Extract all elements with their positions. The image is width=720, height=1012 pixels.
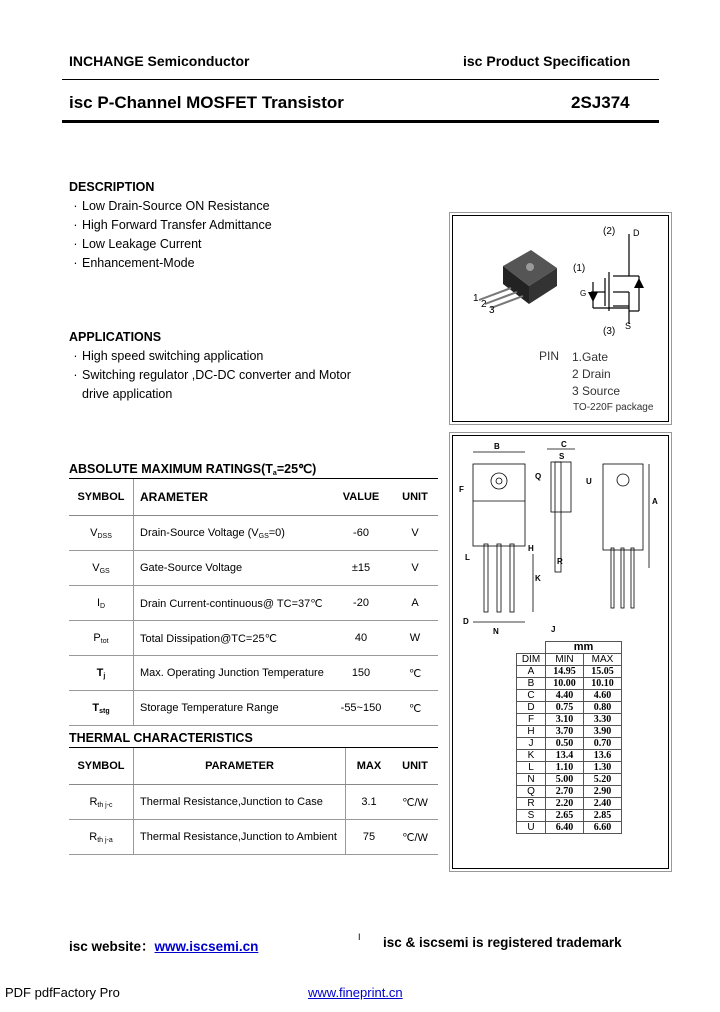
package-type: TO-220F package [573, 402, 654, 413]
dim-min: 0.50 [546, 738, 584, 750]
description-list [69, 197, 272, 273]
website-line [69, 935, 258, 955]
table-row [517, 690, 622, 702]
dim-code: U [517, 822, 546, 834]
col-unit: UNIT [392, 479, 438, 516]
document-title: isc P-Channel MOSFET Transistor [69, 93, 344, 112]
table-row: $P_{tot}$ Total Dissipation@TC=25℃ 40 W [69, 621, 438, 656]
pin-item: 1.Gate [572, 350, 609, 364]
table-row [517, 822, 622, 834]
spec-prefix: isc [463, 53, 483, 69]
dim-max: 2.40 [584, 798, 622, 810]
dim-min: 5.00 [546, 774, 584, 786]
lead-number: 2 [481, 299, 487, 310]
dim-min: 2.20 [546, 798, 584, 810]
dim-min: 0.75 [546, 702, 584, 714]
list-item: · High speed switching application [73, 349, 264, 363]
dim-code: J [517, 738, 546, 750]
dim-max: 15.05 [584, 666, 622, 678]
dim-max: 1.30 [584, 762, 622, 774]
dim-min: 2.70 [546, 786, 584, 798]
gate-terminal-label: (1) [573, 263, 586, 274]
dim-min: 1.10 [546, 762, 584, 774]
spec-label [463, 53, 630, 69]
dim-max: 5.20 [584, 774, 622, 786]
source-terminal-label: (3) [603, 326, 616, 337]
table-row [517, 714, 622, 726]
table-row [517, 798, 622, 810]
dimension-rows [517, 666, 622, 834]
list-item: · Low Drain-Source ON Resistance [73, 199, 270, 213]
list-item: drive application [82, 387, 173, 401]
package-illustration [453, 216, 668, 421]
dim-label: F [459, 485, 464, 494]
thermal-heading: THERMAL CHARACTERISTICS [69, 731, 253, 745]
dim-min: 3.10 [546, 714, 584, 726]
table-row [517, 762, 622, 774]
list-item: · Low Leakage Current [73, 237, 202, 251]
table-row [517, 678, 622, 690]
table-row: $R_{th j-a}$ Thermal Resistance,Junction to Ambient 75 ℃/W [69, 820, 438, 855]
dim-min: 13.4 [546, 750, 584, 762]
dim-code: H [517, 726, 546, 738]
dim-label: R [557, 557, 563, 566]
outline-drawing [453, 436, 668, 636]
dim-code: B [517, 678, 546, 690]
dim-code: Q [517, 786, 546, 798]
table-header-row: mm [517, 642, 622, 654]
table-header-row: SYMBOL PARAMETER MAX UNIT [69, 748, 438, 785]
list-item: · Switching regulator ,DC-DC converter and Motor [73, 368, 351, 382]
dim-min: 14.95 [546, 666, 584, 678]
dim-min: 3.70 [546, 726, 584, 738]
table-row [517, 774, 622, 786]
applications-heading: APPLICATIONS [69, 330, 162, 344]
dim-min: 4.40 [546, 690, 584, 702]
dim-max: 0.80 [584, 702, 622, 714]
table-row: $T_{stg}$ Storage Temperature Range -55~150 ℃ [69, 691, 438, 726]
dim-max: 3.90 [584, 726, 622, 738]
source-letter: S [625, 321, 632, 331]
dim-label: D [463, 617, 469, 626]
header-rule-bottom [62, 120, 659, 123]
transistor-photo [479, 250, 557, 308]
dim-max: 13.6 [584, 750, 622, 762]
dim-code: S [517, 810, 546, 822]
table-row [517, 810, 622, 822]
table-row: $R_{th j-c}$ Thermal Resistance,Junction to Case 3.1 ℃/W [69, 785, 438, 820]
dim-label: L [465, 553, 470, 562]
dim-code: A [517, 666, 546, 678]
pin-label: PIN [539, 349, 560, 363]
dimension-box [452, 435, 669, 869]
applications-list [69, 347, 351, 404]
dim-label: H [528, 544, 534, 553]
header-rule-top [62, 79, 659, 80]
lead-number: 1 [473, 293, 479, 304]
dimension-table [516, 641, 622, 834]
dim-min: 10.00 [546, 678, 584, 690]
dim-min: 6.40 [546, 822, 584, 834]
drain-terminal-label: (2) [603, 226, 616, 237]
table-row [517, 702, 622, 714]
dim-code: K [517, 750, 546, 762]
abs-max-table [69, 479, 438, 726]
col-symbol: SYMBOL [69, 479, 134, 516]
dim-max: 0.70 [584, 738, 622, 750]
drain-letter: D [633, 228, 640, 238]
table-row [517, 738, 622, 750]
dim-label: U [586, 477, 592, 486]
table-row: $V_{DSS}$ Drain-Source Voltage $(V_{GS}=0)$ -60 V [69, 516, 438, 551]
pin-list [572, 349, 620, 400]
dim-code: D [517, 702, 546, 714]
dim-label: A [652, 497, 658, 506]
company-name: INCHANGE Semiconductor [69, 53, 250, 69]
dim-label: S [559, 452, 565, 461]
dim-min: 2.65 [546, 810, 584, 822]
dim-max: 4.60 [584, 690, 622, 702]
description-heading: DESCRIPTION [69, 180, 155, 194]
table-row [517, 726, 622, 738]
thermal-table [69, 748, 438, 855]
dim-code: C [517, 690, 546, 702]
pin-item: 2 Drain [572, 367, 611, 381]
col-value: VALUE [330, 479, 392, 516]
mosfet-symbol [591, 234, 639, 324]
dim-label: N [493, 627, 499, 636]
dim-label: Q [535, 472, 542, 481]
table-row [517, 750, 622, 762]
dim-code: F [517, 714, 546, 726]
dim-code: R [517, 798, 546, 810]
list-item: · High Forward Transfer Admittance [73, 218, 272, 232]
trademark-text: isc & iscsemi is registered trademark [383, 935, 622, 950]
table-header-row: DIM MIN MAX [517, 654, 622, 666]
dim-label: J [551, 625, 556, 634]
table-row: $T_j$ Max. Operating Junction Temperature 150 ℃ [69, 656, 438, 691]
dim-label: B [494, 442, 500, 451]
package-box [452, 215, 669, 422]
table-row [517, 786, 622, 798]
website-link[interactable]: www.iscsemi.cn [154, 939, 259, 954]
dim-label: C [561, 440, 567, 449]
pin-item: 3 Source [572, 384, 621, 398]
dim-code: N [517, 774, 546, 786]
dim-max: 2.90 [584, 786, 622, 798]
table-row: $V_{GS}$ Gate-Source Voltage ±15 V [69, 551, 438, 586]
col-parameter: ARAMETER [134, 479, 331, 516]
zener-arrow-icon [588, 292, 598, 302]
separator-mark: I [358, 932, 361, 942]
dim-code: L [517, 762, 546, 774]
gate-letter: G [580, 289, 587, 298]
abs-max-heading: ABSOLUTE MAXIMUM $RATINGS(T_a=25℃)$ [69, 462, 317, 477]
list-item: · Enhancement-Mode [73, 256, 195, 270]
dim-max: 10.10 [584, 678, 622, 690]
fineprint-link[interactable]: www.fineprint.cn [308, 985, 403, 1000]
dim-label: K [535, 574, 541, 583]
table-header-row [69, 479, 438, 516]
website-label: isc website： [69, 939, 155, 954]
lead-number: 3 [489, 305, 495, 316]
table-row: $I_D$ Drain Current-continuous@ TC=37℃ -20 A [69, 586, 438, 621]
table-row [517, 666, 622, 678]
dim-max: 2.85 [584, 810, 622, 822]
part-number: 2SJ374 [571, 93, 630, 112]
diode-arrow-icon [634, 278, 644, 288]
dim-max: 6.60 [584, 822, 622, 834]
spec-suffix: Product Specification [486, 53, 631, 69]
pdf-producer: PDF pdfFactory Pro [5, 985, 120, 1000]
dim-max: 3.30 [584, 714, 622, 726]
